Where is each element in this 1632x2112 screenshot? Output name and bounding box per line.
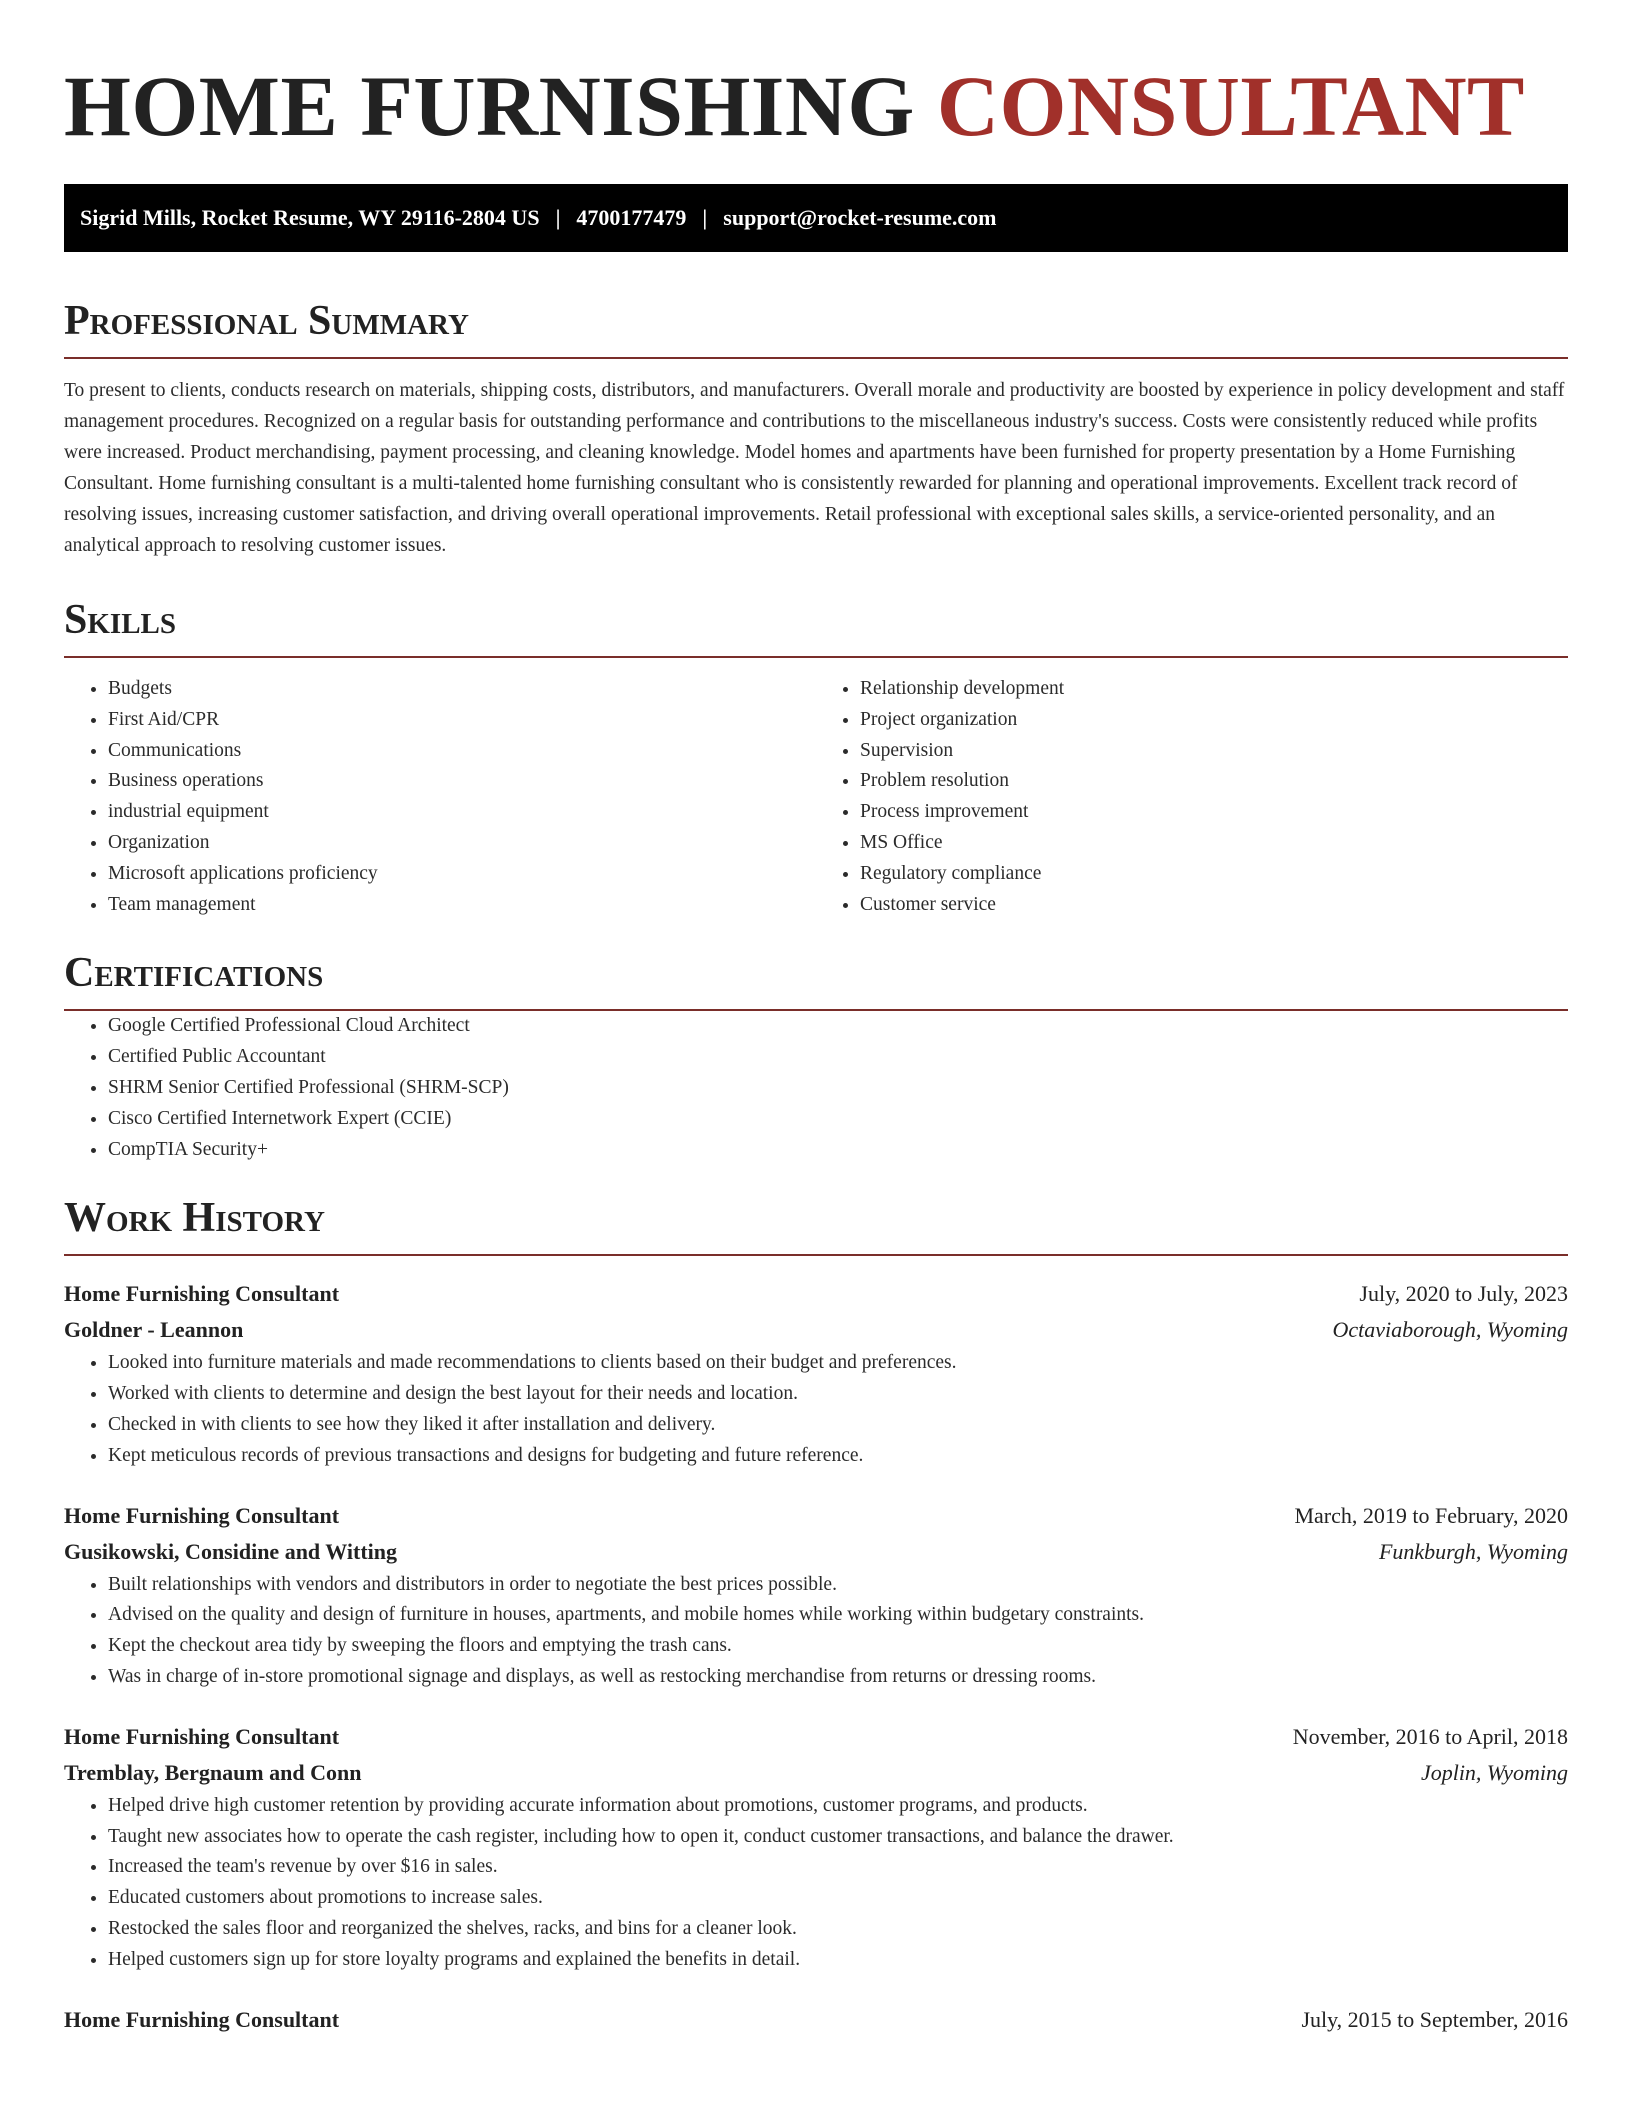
skill-item: • industrial equipment — [108, 797, 816, 828]
skill-item: • Team management — [108, 890, 816, 921]
skills-list-right — [816, 674, 1568, 920]
title-accent: CONSULTANT — [936, 58, 1525, 154]
skill-item: • Process improvement — [860, 797, 1568, 828]
job-dates: March, 2019 to February, 2020 — [1294, 1502, 1568, 1528]
contact-separator: | — [702, 205, 708, 230]
job-duty-item: • Was in charge of in-store promotional signage and displays, as well as restocking merchandise from returns or dressing rooms. — [108, 1662, 1568, 1693]
skill-item: • Relationship development — [860, 674, 1568, 705]
job-company-row — [64, 1755, 1568, 1791]
resume-title — [64, 58, 1568, 154]
job-duty-item: • Increased the team's revenue by over $16 in sales. — [108, 1852, 1568, 1883]
work-history-section — [64, 1197, 1568, 2037]
job-duty-item: • Kept meticulous records of previous transactions and designs for budgeting and future reference. — [108, 1441, 1568, 1472]
job-dates: July, 2015 to September, 2016 — [1301, 2006, 1568, 2032]
skill-item: • Communications — [108, 736, 816, 767]
job-duty-item: • Helped drive high customer retention by providing accurate information about promotions, customer programs, and products. — [108, 1791, 1568, 1822]
job-duty-item: • Educated customers about promotions to increase sales. — [108, 1883, 1568, 1914]
job-company: Goldner - Leannon — [64, 1317, 244, 1343]
skills-grid — [64, 674, 1568, 920]
job-duty-item: • Kept the checkout area tidy by sweeping the floors and emptying the trash cans. — [108, 1631, 1568, 1662]
job-entry — [64, 2002, 1568, 2038]
skills-list-left — [64, 674, 816, 920]
job-title: Home Furnishing Consultant — [64, 2006, 340, 2032]
job-dates: November, 2016 to April, 2018 — [1292, 1723, 1568, 1749]
job-duties-list — [64, 1791, 1568, 1976]
contact-bar — [64, 184, 1568, 252]
job-header-row — [64, 2002, 1568, 2038]
summary-section — [64, 300, 1568, 561]
job-entry — [64, 1498, 1568, 1693]
skills-heading: Skills — [64, 599, 1568, 658]
certification-item: • SHRM Senior Certified Professional (SHRM-SCP) — [108, 1073, 1568, 1104]
contact-email: support@rocket-resume.com — [723, 205, 997, 230]
skill-item: • Regulatory compliance — [860, 859, 1568, 890]
skill-item: • Budgets — [108, 674, 816, 705]
skill-item: • Microsoft applications proficiency — [108, 859, 816, 890]
job-title: Home Furnishing Consultant — [64, 1281, 340, 1307]
job-header-row — [64, 1276, 1568, 1312]
job-duty-item: • Advised on the quality and design of furniture in houses, apartments, and mobile homes while working within budgetary constraints. — [108, 1600, 1568, 1631]
job-company-row — [64, 1534, 1568, 1570]
contact-address: Sigrid Mills, Rocket Resume, WY 29116-2804 US — [80, 205, 540, 230]
summary-text: To present to clients, conducts research on materials, shipping costs, distributors, and manufacturers. Overall morale and productivity are boosted by experience in policy development and staff management procedures. Recognized on a regular basis for outstanding performance and contributions to the miscellaneous industry's success. Costs were consistently reduced while profits were increased. Product merchandising, payment processing, and cleaning knowledge. Model homes and apartments have been furnished for property presentation by a Home Furnishing Consultant. Home furnishing consultant is a multi-talented home furnishing consultant who is consistently rewarded for planning and operational improvements. Excellent track record of resolving issues, increasing customer satisfaction, and driving overall operational improvements. Retail professional with exceptional sales skills, a service-oriented personality, and an analytical approach to resolving customer issues. — [64, 380, 1565, 556]
job-entry — [64, 1719, 1568, 1976]
job-company: Gusikowski, Considine and Witting — [64, 1538, 397, 1564]
skill-item: • Customer service — [860, 890, 1568, 921]
skill-item: • Business operations — [108, 766, 816, 797]
job-duties-list — [64, 1348, 1568, 1471]
title-main: HOME FURNISHING — [64, 58, 915, 154]
certification-item: • Cisco Certified Internetwork Expert (CCIE) — [108, 1104, 1568, 1135]
job-duty-item: • Built relationships with vendors and distributors in order to negotiate the best prices possible. — [108, 1570, 1568, 1601]
certifications-section — [64, 952, 1568, 1165]
certification-item: • CompTIA Security+ — [108, 1135, 1568, 1166]
job-dates: July, 2020 to July, 2023 — [1359, 1281, 1568, 1307]
job-company-row — [64, 1312, 1568, 1348]
certifications-list — [64, 1011, 1568, 1165]
skill-item: • MS Office — [860, 828, 1568, 859]
job-duty-item: • Worked with clients to determine and design the best layout for their needs and location. — [108, 1379, 1568, 1410]
job-duty-item: • Helped customers sign up for store loyalty programs and explained the benefits in detail. — [108, 1945, 1568, 1976]
job-duty-item: • Checked in with clients to see how they liked it after installation and delivery. — [108, 1410, 1568, 1441]
job-header-row — [64, 1719, 1568, 1755]
skill-item: • Problem resolution — [860, 766, 1568, 797]
resume-page — [64, 0, 1568, 2038]
job-duty-item: • Taught new associates how to operate the cash register, including how to open it, conduct customer transactions, and balance the drawer. — [108, 1822, 1568, 1853]
skill-item: • First Aid/CPR — [108, 705, 816, 736]
certifications-heading: Certifications — [64, 952, 1568, 1011]
contact-phone: 4700177479 — [576, 205, 687, 230]
job-entry — [64, 1276, 1568, 1471]
skill-item: • Supervision — [860, 736, 1568, 767]
job-location: Funkburgh, Wyoming — [1378, 1538, 1568, 1564]
job-title: Home Furnishing Consultant — [64, 1502, 340, 1528]
contact-separator: | — [555, 205, 561, 230]
summary-heading: Professional Summary — [64, 300, 1568, 359]
job-company: Tremblay, Bergnaum and Conn — [64, 1759, 362, 1785]
skill-item: • Organization — [108, 828, 816, 859]
skills-section — [64, 599, 1568, 920]
job-title: Home Furnishing Consultant — [64, 1723, 340, 1749]
skill-item: • Project organization — [860, 705, 1568, 736]
job-location: Joplin, Wyoming — [1420, 1759, 1568, 1785]
job-header-row — [64, 1498, 1568, 1534]
work-history-heading: Work History — [64, 1197, 1568, 1256]
certification-item: • Certified Public Accountant — [108, 1042, 1568, 1073]
job-duties-list — [64, 1570, 1568, 1693]
certification-item: • Google Certified Professional Cloud Architect — [108, 1011, 1568, 1042]
job-duty-item: • Looked into furniture materials and made recommendations to clients based on their budget and preferences. — [108, 1348, 1568, 1379]
job-location: Octaviaborough, Wyoming — [1332, 1317, 1568, 1343]
job-duty-item: • Restocked the sales floor and reorganized the shelves, racks, and bins for a cleaner look. — [108, 1914, 1568, 1945]
